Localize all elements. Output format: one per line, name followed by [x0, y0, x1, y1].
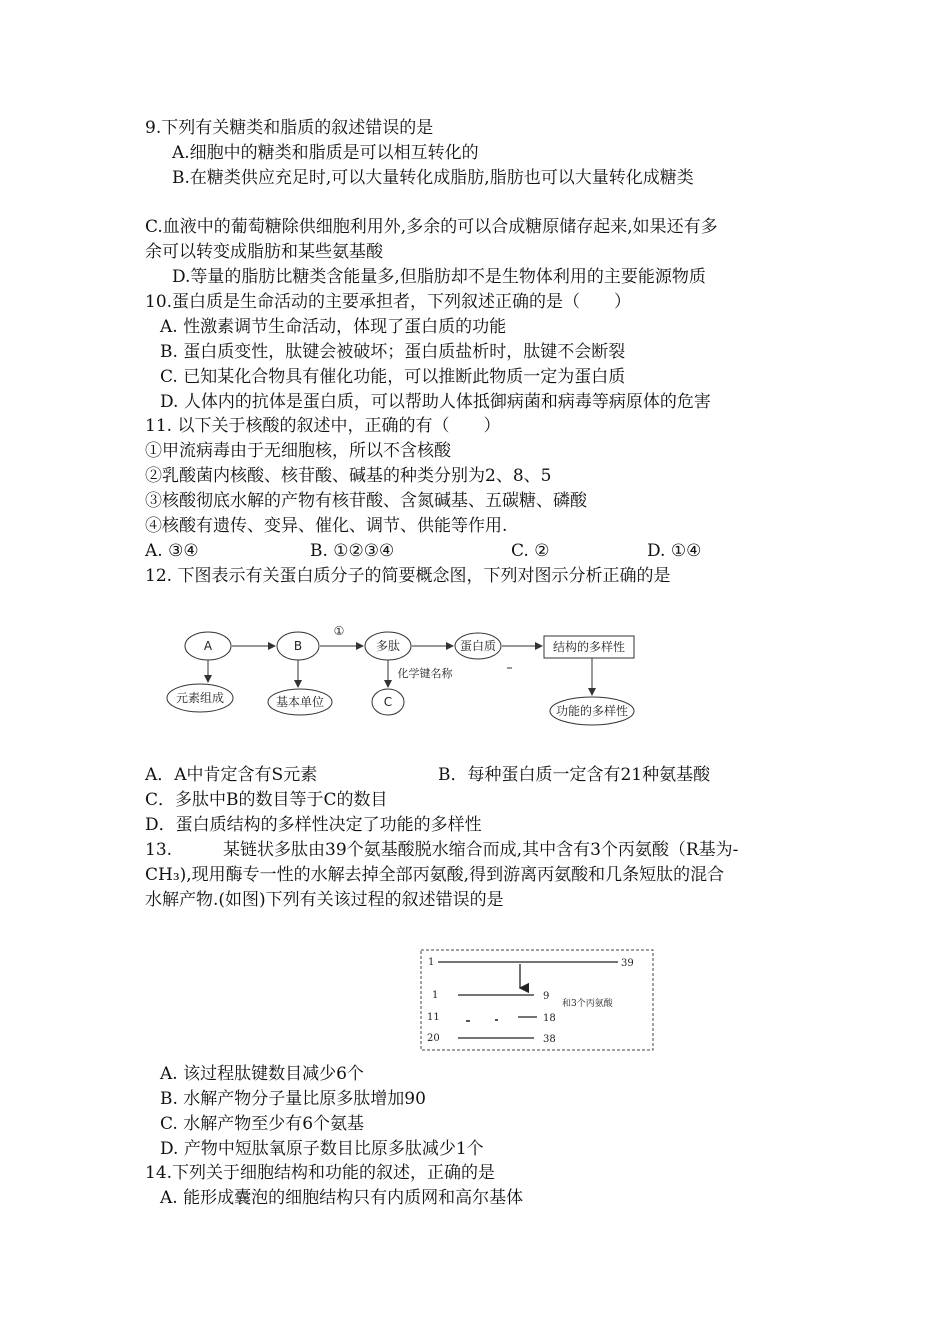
- q11-options: [145, 540, 745, 562]
- diagram13-top-end: 39: [621, 958, 634, 969]
- q13-hydrolysis-diagram: [420, 948, 656, 1052]
- q12-stem: 12. 下图表示有关蛋白质分子的简要概念图，下列对图示分析正确的是: [145, 566, 671, 586]
- diagram-node-c: C: [383, 695, 393, 709]
- diagram-node-elements: 元素组成: [175, 691, 225, 705]
- q13-option-a: A. 该过程肽键数目减少6个: [160, 1064, 364, 1084]
- q11-stem: 11. 以下关于核酸的叙述中，正确的有（ ）: [145, 416, 501, 436]
- diagram-label-circle-1: ①: [333, 624, 345, 638]
- diagram-label-bond-name: 化学键名称: [397, 667, 453, 680]
- q9-option-c-line2: 余可以转变成脂肪和某些氨基酸: [145, 242, 383, 262]
- diagram13-row1-end: 9: [543, 991, 550, 1002]
- q10-option-b: B. 蛋白质变性，肽键会被破坏；蛋白质盐析时，肽键不会断裂: [160, 342, 626, 362]
- q12-options-ab: [145, 764, 845, 786]
- q10-option-a: A. 性激素调节生命活动，体现了蛋白质的功能: [160, 317, 507, 337]
- q11-statement-2: ②乳酸菌内核酸、核苷酸、碱基的种类分别为2、8、5: [145, 466, 552, 486]
- q13-option-b: B. 水解产物分子量比原多肽增加90: [160, 1089, 426, 1109]
- diagram-node-a: A: [203, 639, 213, 653]
- q13-option-d: D. 产物中短肽氧原子数目比原多肽减少1个: [160, 1139, 484, 1159]
- q11-statement-3: ③核酸彻底水解的产物有核苷酸、含氮碱基、五碳糖、磷酸: [145, 491, 587, 511]
- q9-option-d: D.等量的脂肪比糖类含能量多,但脂肪却不是生物体利用的主要能源物质: [172, 267, 706, 287]
- q10-option-d: D. 人体内的抗体是蛋白质，可以帮助人体抵御病菌和病毒等病原体的危害: [160, 392, 711, 412]
- q13-stem-line3: 水解产物.(如图)下列有关该过程的叙述错误的是: [145, 890, 504, 910]
- diagram13-row3-start: 20: [427, 1033, 440, 1044]
- diagram13-row2-end: 18: [543, 1013, 556, 1024]
- q10-option-c: C. 已知某化合物具有催化功能，可以推断此物质一定为蛋白质: [160, 367, 626, 387]
- q13-stem-line2: CH₃),现用酶专一性的水解去掉全部丙氨酸,得到游离丙氨酸和几条短肽的混合: [145, 865, 725, 885]
- diagram-node-protein: 蛋白质: [459, 639, 497, 653]
- q12-option-b: B．每种蛋白质一定含有21种氨基酸: [438, 765, 711, 785]
- q14-stem: 14.下列关于细胞结构和功能的叙述，正确的是: [145, 1163, 496, 1183]
- q11-statement-4: ④核酸有遗传、变异、催化、调节、供能等作用.: [145, 516, 508, 536]
- q12-option-d: D．蛋白质结构的多样性决定了功能的多样性: [145, 815, 482, 835]
- q13-option-c: C. 水解产物至少有6个氨基: [160, 1114, 365, 1134]
- diagram13-row1-start: 1: [432, 990, 439, 1001]
- diagram-node-function-diversity: 功能的多样性: [555, 704, 629, 718]
- q12-concept-diagram: [160, 618, 660, 733]
- diagram-node-b: B: [293, 639, 303, 653]
- q13-stem-line1: 13. 某链状多肽由39个氨基酸脱水缩合而成,其中含有3个丙氨酸（R基为-: [145, 840, 739, 860]
- diagram-node-polypeptide: 多肽: [375, 639, 401, 653]
- q11-option-c: C. ②: [511, 541, 550, 561]
- diagram13-top-start: 1: [428, 957, 435, 968]
- q11-option-d: D. ①④: [647, 541, 702, 561]
- diagram13-row2-start: 11: [427, 1012, 440, 1023]
- diagram-node-structure-diversity: 结构的多样性: [552, 640, 626, 654]
- q11-option-a: A. ③④: [145, 541, 199, 561]
- q12-option-a: A．A中肯定含有S元素: [145, 765, 318, 785]
- q11-statement-1: ①甲流病毒由于无细胞核，所以不含核酸: [145, 441, 451, 461]
- q12-option-c: C．多肽中B的数目等于C的数目: [145, 790, 388, 810]
- diagram13-note: 和3个丙氨酸: [562, 999, 613, 1009]
- q11-option-b: B. ①②③④: [310, 541, 395, 561]
- diagram-node-basic-unit: 基本单位: [275, 695, 325, 709]
- q9-stem: 9.下列有关糖类和脂质的叙述错误的是: [145, 118, 434, 138]
- q9-option-c-line1: C.血液中的葡萄糖除供细胞利用外,多余的可以合成糖原储存起来,如果还有多: [145, 217, 718, 237]
- q14-option-a: A. 能形成囊泡的细胞结构只有内质网和高尔基体: [160, 1188, 524, 1208]
- q10-stem: 10.蛋白质是生命活动的主要承担者，下列叙述正确的是（ ）: [145, 292, 632, 312]
- diagram13-row3-end: 38: [543, 1034, 556, 1045]
- q9-option-a: A.细胞中的糖类和脂质是可以相互转化的: [172, 143, 479, 163]
- q9-option-b: B.在糖类供应充足时,可以大量转化成脂肪,脂肪也可以大量转化成糖类: [172, 168, 694, 188]
